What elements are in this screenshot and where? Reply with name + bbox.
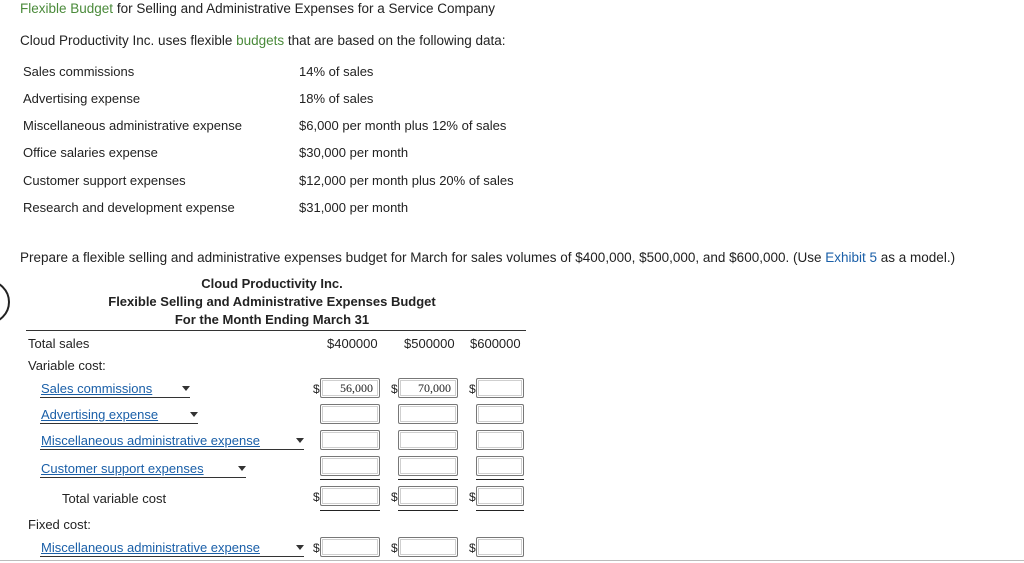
amount-input[interactable] (398, 456, 458, 476)
column-header-1: $400000 (327, 336, 378, 351)
fixed-cost-label: Fixed cost: (28, 517, 91, 532)
amount-input[interactable] (476, 404, 524, 424)
amount-input[interactable] (398, 404, 458, 424)
data-value: $6,000 per month plus 12% of sales (299, 118, 507, 133)
dollar-sign: $ (391, 490, 398, 504)
data-value: 14% of sales (299, 64, 374, 79)
data-label: Customer support expenses (23, 173, 186, 188)
amount-input[interactable] (476, 430, 524, 450)
intro-post: that are based on the following data: (284, 33, 506, 48)
budget-name: Flexible Selling and Administrative Expenses Budget (108, 294, 436, 309)
data-value: $30,000 per month (299, 145, 409, 160)
problem-title (20, 1, 495, 16)
answer-marker-icon (0, 280, 10, 324)
select-value: Miscellaneous administrative expense (41, 540, 260, 555)
chevron-down-icon (182, 386, 190, 391)
total-rule (398, 510, 458, 511)
column-header-3: $600000 (470, 336, 521, 351)
total-variable-cost-label: Total variable cost (62, 491, 167, 506)
chevron-down-icon (296, 438, 304, 443)
variable-expense-select-2[interactable] (40, 407, 198, 424)
data-value: $31,000 per month (299, 200, 409, 215)
data-label: Sales commissions (23, 64, 135, 79)
subtotal-rule (398, 479, 458, 480)
dollar-sign: $ (469, 490, 476, 504)
dollar-sign: $ (313, 382, 320, 396)
total-rule (476, 510, 524, 511)
data-value: 18% of sales (299, 91, 374, 106)
total-rule (320, 510, 380, 511)
data-value: $12,000 per month plus 20% of sales (299, 173, 514, 188)
instruction (20, 250, 955, 265)
subtotal-rule (476, 479, 524, 480)
budgets-link[interactable]: budgets (236, 33, 285, 48)
variable-expense-select-3[interactable] (40, 433, 304, 450)
total-variable-input[interactable] (320, 486, 380, 506)
variable-expense-select-4[interactable] (40, 461, 246, 478)
select-value: Sales commissions (41, 381, 153, 396)
total-variable-input[interactable] (398, 486, 458, 506)
variable-expense-select-1[interactable] (40, 381, 190, 398)
select-value: Miscellaneous administrative expense (41, 433, 260, 448)
amount-input[interactable] (320, 430, 380, 450)
amount-input[interactable] (476, 456, 524, 476)
instruction-post: as a model.) (877, 250, 956, 265)
dollar-sign: $ (391, 541, 398, 555)
instruction-pre: Prepare a flexible selling and administrative expenses budget for March for sales volumes of $400,000, $500,000, and $600,000. (Use (20, 250, 826, 265)
dollar-sign: $ (313, 541, 320, 555)
exhibit-link[interactable]: Exhibit 5 (825, 250, 878, 265)
subtotal-rule (320, 479, 380, 480)
intro-pre: Cloud Productivity Inc. uses flexible (20, 33, 237, 48)
data-label: Office salaries expense (23, 145, 158, 160)
problem-intro (20, 33, 506, 48)
data-label: Advertising expense (23, 91, 141, 106)
amount-input[interactable] (398, 430, 458, 450)
amount-input[interactable] (320, 537, 380, 557)
chevron-down-icon (296, 545, 304, 550)
data-label: Miscellaneous administrative expense (23, 118, 242, 133)
select-value: Advertising expense (41, 407, 159, 422)
amount-input[interactable] (398, 537, 458, 557)
total-variable-input[interactable] (476, 486, 524, 506)
dollar-sign: $ (391, 382, 398, 396)
flexible-budget-link[interactable]: Flexible Budget (20, 1, 114, 16)
amount-input[interactable]: 56,000 (320, 378, 380, 398)
amount-input[interactable] (476, 378, 524, 398)
total-sales-label: Total sales (28, 336, 90, 351)
dollar-sign: $ (313, 490, 320, 504)
amount-input[interactable]: 70,000 (398, 378, 458, 398)
budget-period: For the Month Ending March 31 (174, 312, 370, 327)
column-header-2: $500000 (404, 336, 455, 351)
amount-input[interactable] (476, 537, 524, 557)
dollar-sign: $ (469, 541, 476, 555)
page-bottom-edge (0, 560, 1024, 561)
fixed-expense-select-1[interactable] (40, 540, 304, 557)
amount-input[interactable] (320, 404, 380, 424)
budget-company: Cloud Productivity Inc. (201, 276, 343, 291)
variable-cost-label: Variable cost: (28, 358, 106, 373)
select-value: Customer support expenses (41, 461, 204, 476)
chevron-down-icon (238, 466, 246, 471)
data-label: Research and development expense (23, 200, 235, 215)
problem-title-rest: for Selling and Administrative Expenses for a Service Company (113, 1, 495, 16)
amount-input[interactable] (320, 456, 380, 476)
chevron-down-icon (190, 412, 198, 417)
dollar-sign: $ (469, 382, 476, 396)
header-rule (26, 330, 526, 331)
